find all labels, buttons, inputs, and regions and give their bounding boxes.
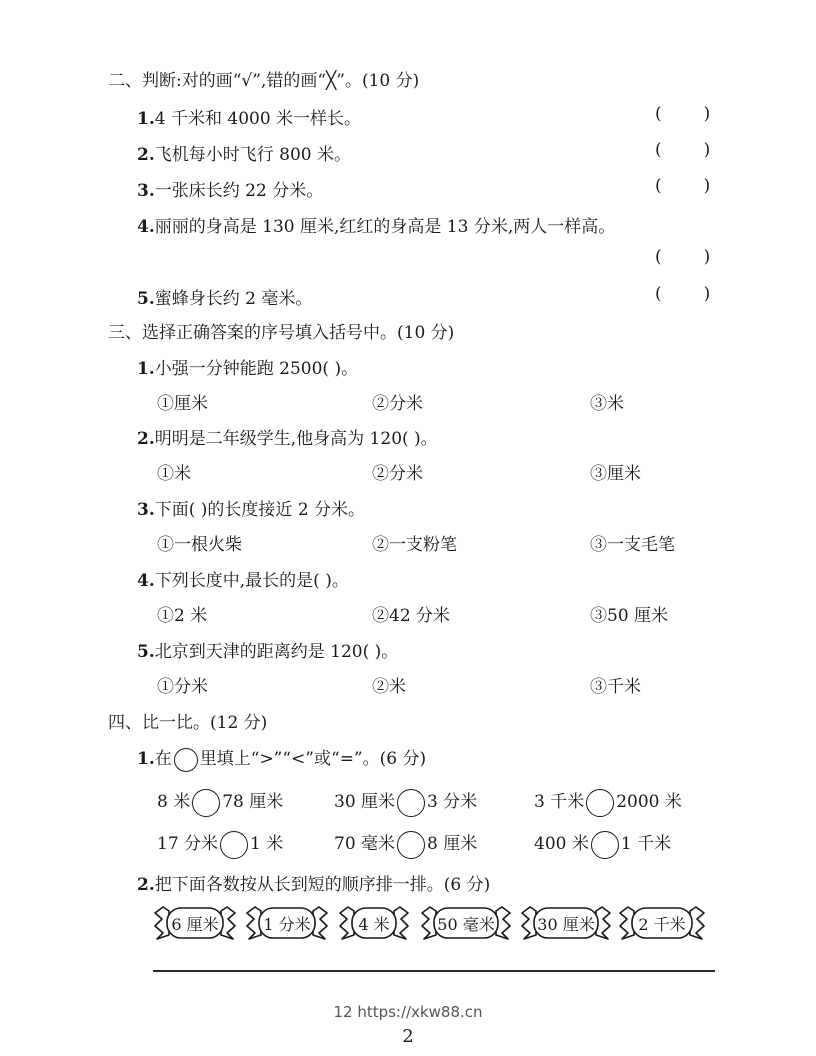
option-5a[interactable]: ①分米 [157,677,208,697]
item-number: 2. [137,145,155,165]
compare-right: 8 厘米 [427,834,478,854]
option-3a[interactable]: ①一根火柴 [157,535,242,555]
item-text: 北京到天津的距离约是 120( )。 [154,642,399,662]
section-3-title: 三、选择正确答案的序号填入括号中。(10 分) [108,323,455,343]
item-number: 4. [137,571,155,591]
compare-left: 30 厘米 [334,792,396,812]
candy-text: 4 米 [358,915,390,934]
paren-close: ) [703,140,711,160]
compare-circle[interactable] [586,789,614,817]
candy-text: 50 毫米 [437,915,495,934]
option-3b[interactable]: ②一支粉笔 [372,535,457,555]
choice-item-5 [137,637,398,662]
choice-item-1 [137,354,358,379]
candy-label-6[interactable] [618,903,706,943]
answer-paren-2[interactable] [655,140,710,160]
judge-item-2 [137,140,351,165]
compare-2-3 [534,829,671,859]
compare-circle[interactable] [220,831,248,859]
item-text: 下列长度中,最长的是( )。 [154,571,349,591]
candy-label-2[interactable] [245,903,329,943]
compare-circle[interactable] [192,789,220,817]
compare-circle[interactable] [397,789,425,817]
candy-label-1[interactable] [153,903,237,943]
compare-circle[interactable] [591,831,619,859]
compare-right: 78 厘米 [222,792,284,812]
compare-left: 17 分米 [157,834,219,854]
item-text: 小强一分钟能跑 2500( )。 [154,359,359,379]
item-text: 飞机每小时飞行 800 米。 [154,145,352,165]
item-number: 2. [137,875,155,895]
item-number: 5. [137,289,155,309]
compare-1-1 [157,787,283,817]
paren-close: ) [703,104,711,124]
paren-open: ( [655,176,662,196]
paren-close: ) [703,176,711,196]
item-number: 1. [137,109,155,129]
answer-paren-4[interactable] [655,247,710,267]
page-number: 2 [402,1026,414,1047]
item-number: 2. [137,429,155,449]
candy-label-4[interactable] [420,903,512,943]
candy-text: 30 厘米 [537,915,595,934]
item-number: 3. [137,181,155,201]
item-text: 明明是二年级学生,他身高为 120( )。 [154,429,438,449]
compare-right: 2000 米 [616,792,682,812]
choice-item-2 [137,424,438,449]
answer-paren-1[interactable] [655,104,710,124]
candy-text: 6 厘米 [171,915,219,934]
compare-left: 70 毫米 [334,834,396,854]
paren-open: ( [655,247,662,267]
item-text: 一张床长约 22 分米。 [154,181,324,201]
paren-close: ) [703,247,711,267]
compare-left: 8 米 [157,792,191,812]
judge-item-1 [137,104,361,129]
compare-right: 1 米 [250,834,284,854]
section-4-title: 四、比一比。(12 分) [108,713,268,733]
candy-label-5[interactable] [520,903,612,943]
choice-item-3 [137,495,365,520]
choice-item-4 [137,566,349,591]
item-number: 1. [137,359,155,379]
judge-item-4 [137,212,615,237]
paren-open: ( [655,140,662,160]
candy-label-3[interactable] [338,903,410,943]
compare-2-1 [157,829,283,859]
option-1b[interactable]: ②分米 [372,394,423,414]
candy-text: 1 分米 [263,915,311,934]
option-5b[interactable]: ②米 [372,677,406,697]
compare-1-3 [534,787,682,817]
circle-icon [174,748,198,772]
paren-open: ( [655,104,662,124]
candy-text: 2 千米 [638,915,686,934]
compare-instruction [137,744,426,772]
item-number: 5. [137,642,155,662]
item-text: 下面( )的长度接近 2 分米。 [154,500,366,520]
option-4b[interactable]: ②42 分米 [372,606,451,626]
answer-line[interactable] [153,970,715,972]
item-text: 4 千米和 4000 米一样长。 [154,109,362,129]
option-1c[interactable]: ③米 [590,394,624,414]
instruction-post: 里填上“>”“<”或“=”。(6 分) [199,749,427,769]
instruction-text: 把下面各数按从长到短的顺序排一排。(6 分) [154,875,491,895]
judge-item-3 [137,176,323,201]
option-2b[interactable]: ②分米 [372,464,423,484]
answer-paren-3[interactable] [655,176,710,196]
item-number: 1. [137,749,155,769]
item-number: 4. [137,217,155,237]
compare-1-2 [334,787,477,817]
compare-right: 1 千米 [620,834,672,854]
order-instruction [137,870,490,895]
option-2a[interactable]: ①米 [157,464,191,484]
judge-item-5 [137,284,312,309]
option-5c[interactable]: ③千米 [590,677,641,697]
compare-left: 3 千米 [534,792,585,812]
section-2-title: 二、判断:对的画“√”,错的画“╳”。(10 分) [108,71,420,91]
option-3c[interactable]: ③一支毛笔 [590,535,675,555]
option-2c[interactable]: ③厘米 [590,464,641,484]
compare-left: 400 米 [534,834,589,854]
option-4a[interactable]: ①2 米 [157,606,208,626]
paren-open: ( [655,284,662,304]
compare-right: 3 分米 [427,792,478,812]
answer-paren-5[interactable] [655,284,710,304]
compare-circle[interactable] [397,831,425,859]
paren-close: ) [703,284,711,304]
item-number: 3. [137,500,155,520]
watermark: 12 https://xkw88.cn [333,1003,483,1021]
instruction-pre: 在 [154,749,172,769]
item-text: 丽丽的身高是 130 厘米,红红的身高是 13 分米,两人一样高。 [154,217,616,237]
item-text: 蜜蜂身长约 2 毫米。 [154,289,313,309]
option-1a[interactable]: ①厘米 [157,394,208,414]
compare-2-2 [334,829,477,859]
option-4c[interactable]: ③50 厘米 [590,606,669,626]
